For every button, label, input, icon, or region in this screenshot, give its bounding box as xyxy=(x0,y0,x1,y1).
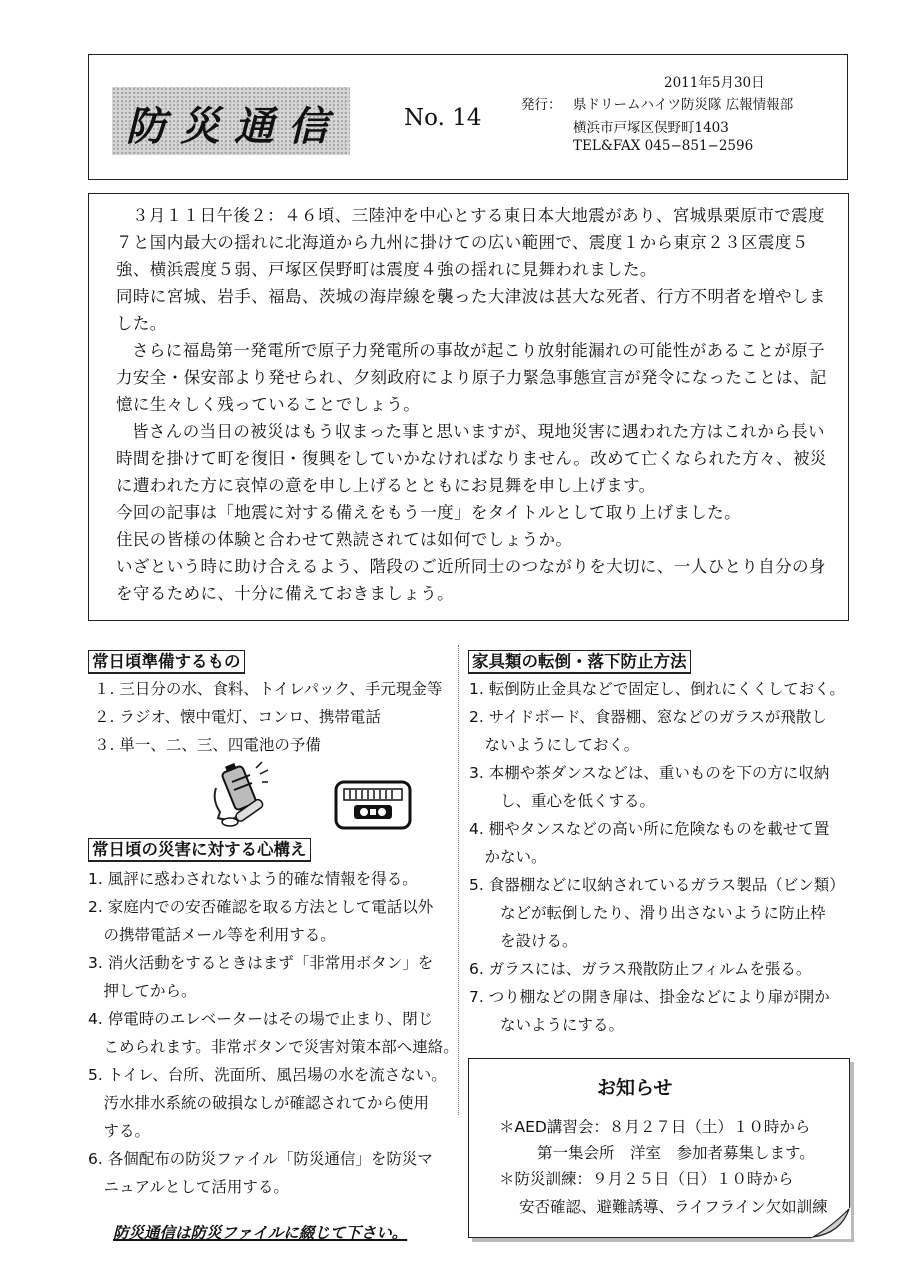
list-item: する。 xyxy=(88,1122,151,1140)
list-item: 2. サイドボード、食器棚、窓などのガラスが飛散し xyxy=(469,708,827,726)
page-curl-icon xyxy=(811,1207,851,1239)
list-item: ニュアルとして活用する。 xyxy=(88,1178,289,1196)
notice-box xyxy=(468,1058,850,1238)
publisher-name: 県ドリームハイツ防災隊 広報情報部 xyxy=(573,97,794,113)
list-item: 汚水排水系統の破損なしが確認されてから使用 xyxy=(88,1094,430,1112)
masthead xyxy=(88,54,848,180)
list-item: ２. ラジオ、懐中電灯、コンロ、携帯電話 xyxy=(94,708,381,726)
list-item: し、重心を低くする。 xyxy=(469,792,656,810)
list-item: 4. 棚やタンスなどの高い所に危険なものを載せて置 xyxy=(469,820,830,838)
list-item: 4. 停電時のエレベーターはその場で止まり、閉じ xyxy=(88,1010,434,1028)
intro-line: 強、横浜震度５弱、戸塚区俣野町は震度４強の揺れに見舞われました。 xyxy=(116,260,657,279)
notice-line: ＊AED講習会：８月２７日（土）１０時から xyxy=(499,1118,811,1136)
intro-line: 時間を掛けて町を復旧・復興をしていかなければなりません。改めて亡くなられた方々、被災 xyxy=(116,449,827,468)
footer-note: 防災通信は防災ファイルに綴じて下さい。 xyxy=(113,1224,408,1242)
list-item: ないようにする。 xyxy=(469,1016,625,1034)
intro-line: 今回の記事は「地震に対する備えをもう一度」をタイトルとして取り上げました。 xyxy=(116,503,741,522)
publish-date: 2011年5月30日 xyxy=(664,75,765,91)
list-item: などが転倒したり、滑り出さないように防止枠 xyxy=(469,904,826,922)
publisher-address: 横浜市戸塚区俣野町1403 xyxy=(573,120,729,136)
list-item: 6. ガラスには、ガラス飛散防止フィルムを張る。 xyxy=(469,960,812,978)
prep-section-title: 常日頃準備するもの xyxy=(88,650,245,674)
list-item: こめられます。非常ボタンで災害対策本部へ連絡。 xyxy=(88,1038,459,1056)
list-item: かない。 xyxy=(469,848,547,866)
notice-title: お知らせ xyxy=(597,1077,673,1099)
intro-line: 憶に生々しく残っていることでしょう。 xyxy=(116,395,421,414)
intro-line: ７と国内最大の揺れに北海道から九州に掛けての広い範囲で、震度１から東京２３区震度５ xyxy=(116,233,809,252)
list-item: 押してから。 xyxy=(88,982,197,1000)
furniture-list xyxy=(469,675,845,1039)
intro-box xyxy=(88,193,849,621)
list-item: の携帯電話メール等を利用する。 xyxy=(88,926,336,944)
column-divider xyxy=(458,645,459,1115)
intro-line: 皆さんの当日の被災はもう収まった事と思いますが、現地災害に遇われた方はこれから長い xyxy=(132,422,825,441)
publisher-label: 発行： xyxy=(521,97,562,113)
list-item: 1. 風評に惑わされないよう的確な情報を得る。 xyxy=(88,870,418,888)
title-plate xyxy=(112,87,350,155)
issue-number: No. 14 xyxy=(404,105,482,131)
intro-line: いざという時に助け合えるよう、階段のご近所同士のつながりを大切に、一人ひとり自分の身 xyxy=(116,557,826,576)
intro-line: 力安全・保安部より発せられ、夕刻政府により原子力緊急事態宣言が発令になったことは、記 xyxy=(116,368,827,387)
notice-line: 第一集会所 洋室 参加者募集します。 xyxy=(537,1144,815,1162)
intro-line: した。 xyxy=(116,314,167,333)
list-item: 5. トイレ、台所、洗面所、風呂場の水を流さない。 xyxy=(88,1066,447,1084)
list-item: 3. 本棚や茶ダンスなどは、重いものを下の方に収納 xyxy=(469,764,830,782)
list-item: 2. 家庭内での安否確認を取る方法として電話以外 xyxy=(88,898,434,916)
list-item: ３. 単一、二、三、四電池の予備 xyxy=(94,736,321,754)
prep-list xyxy=(94,675,442,759)
list-item: ないようにしておく。 xyxy=(469,736,640,754)
furniture-section-title: 家具類の転倒・落下防止方法 xyxy=(468,650,691,674)
mind-section-title: 常日頃の災害に対する心構え xyxy=(88,838,311,862)
radio-icon xyxy=(332,776,414,832)
list-item: １. 三日分の水、食料、トイレパック、手元現金等 xyxy=(94,680,443,698)
list-item: 1. 転倒防止金具などで固定し、倒れにくくしておく。 xyxy=(469,680,845,698)
list-item: を設ける。 xyxy=(469,932,578,950)
intro-line: に遭われた方に哀悼の意を申し上げるとともにお見舞を申し上げます。 xyxy=(116,476,656,495)
intro-line: 同時に宮城、岩手、福島、茨城の海岸線を襲った大津波は甚大な死者、行方不明者を増やしま xyxy=(116,287,826,306)
list-item: 3. 消火活動をするときはまず「非常用ボタン」を xyxy=(88,954,434,972)
intro-line: ３月１１日午後２：４６頃、三陸沖を中心とする東日本大地震があり、宮城県栗原市で震度 xyxy=(132,206,825,225)
notice-line: 安否確認、避難誘導、ライフライン欠如訓練 xyxy=(519,1198,828,1216)
publisher-tel-fax: TEL&FAX 045−851−2596 xyxy=(573,138,754,154)
intro-line: さらに福島第一発電所で原子力発電所の事故が起こり放射能漏れの可能性があることが原子 xyxy=(132,341,825,360)
notice-line: ＊防災訓練：９月２５日（日）１０時から xyxy=(499,1170,794,1188)
newsletter-title: 防災通信 xyxy=(126,103,342,150)
battery-icon xyxy=(210,760,270,832)
intro-line: を守るために、十分に備えておきましょう。 xyxy=(116,584,454,603)
mind-list xyxy=(88,865,459,1201)
list-item: 7. つり棚などの開き扉は、掛金などにより扉が開か xyxy=(469,988,830,1006)
list-item: 6. 各個配布の防災ファイル「防災通信」を防災マ xyxy=(88,1150,433,1168)
list-item: 5. 食器棚などに収納されているガラス製品（ビン類） xyxy=(469,876,845,894)
intro-line: 住民の皆様の体験と合わせて熟読されては如何でしょうか。 xyxy=(116,530,573,549)
